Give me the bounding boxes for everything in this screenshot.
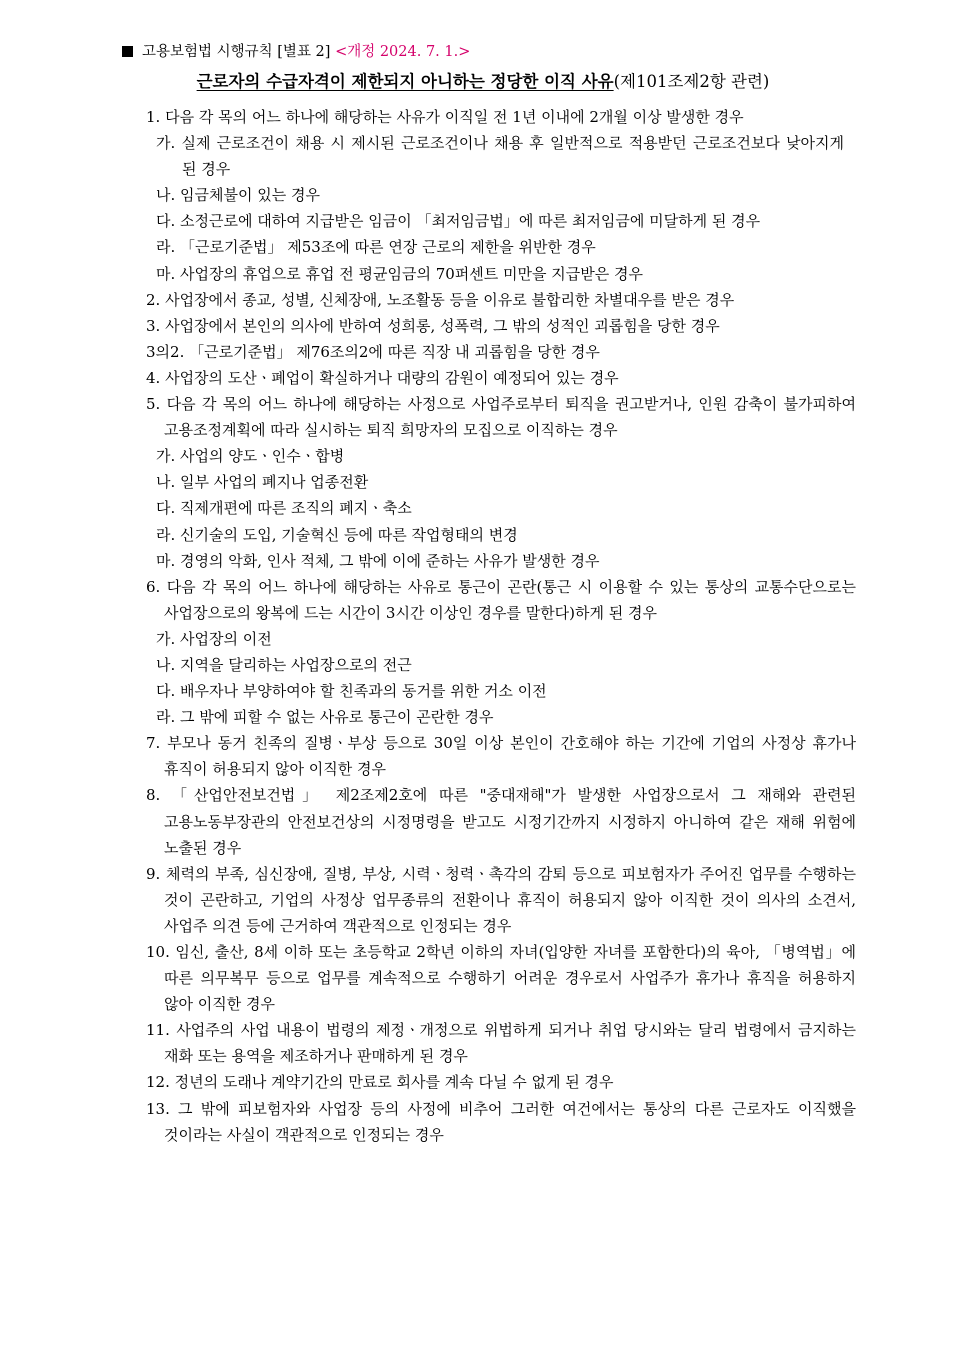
list-subitem: 가. 실제 근로조건이 채용 시 제시된 근로조건이나 채용 후 일반적으로 적용받던 근로조건보다 낮아지게 된 경우 (156, 134, 844, 179)
list-subitem: 가. 사업의 양도ㆍ인수ㆍ합병 (156, 447, 345, 466)
list-item: 3. 사업장에서 본인의 의사에 반하여 성희롱, 성폭력, 그 밖의 성적인 괴롭힘을 당한 경우 (146, 316, 720, 335)
list-item: 13. 그 밖에 피보험자와 사업장 등의 사정에 비추어 그러한 여건에서는 통상의 다른 근로자도 이직했을 것이라는 사실이 객관적으로 인정되는 경우 (146, 1099, 856, 1144)
black-square-icon (122, 46, 133, 57)
title-reference: (제101조제2항 관련) (613, 72, 770, 91)
list-subitem: 다. 소정근로에 대하여 지급받은 임금이 「최저임금법」에 따른 최저임금에 미달하게 된 경우 (156, 212, 761, 231)
list-subitem: 라. 그 밖에 피할 수 없는 사유로 통근이 곤란한 경우 (156, 708, 494, 727)
title-main: 근로자의 수급자격이 제한되지 아니하는 정당한 이직 사유 (196, 72, 614, 91)
list-item: 9. 체력의 부족, 심신장애, 질병, 부상, 시력ㆍ청력ㆍ촉각의 감퇴 등으로 피보험자가 주어진 업무를 수행하는 것이 곤란하고, 기업의 사정상 업무종류의 전환이나 휴직이 허용되지 않아 이직한 것이 의사의 소견서, 사업주 의견 등에 근거하여 객관적으로 인정되는 경우 (146, 864, 856, 935)
list-subitem: 다. 배우자나 부양하여야 할 친족과의 동거를 위한 거소 이전 (156, 682, 547, 701)
list-item: 12. 정년의 도래나 계약기간의 만료로 회사를 계속 다닐 수 없게 된 경우 (146, 1073, 614, 1092)
list-item: 11. 사업주의 사업 내용이 법령의 제정ㆍ개정으로 위법하게 되거나 취업 당시와는 달리 법령에서 금지하는 재화 또는 용역을 제조하거나 판매하게 된 경우 (146, 1021, 856, 1066)
list-subitem: 가. 사업장의 이전 (156, 629, 272, 648)
list-subitem: 나. 일부 사업의 폐지나 업종전환 (156, 473, 369, 492)
list-item: 3의2. 「근로기준법」 제76조의2에 따른 직장 내 괴롭힘을 당한 경우 (146, 342, 600, 361)
law-reference: 고용보험법 시행규칙 [별표 2] (142, 44, 331, 60)
list-subitem: 나. 지역을 달리하는 사업장으로의 전근 (156, 655, 412, 674)
list-item: 7. 부모나 동거 친족의 질병ㆍ부상 등으로 30일 이상 본인이 간호해야 하는 기간에 기업의 사정상 휴가나 휴직이 허용되지 않아 이직한 경우 (146, 734, 856, 779)
list-item: 8. 「산업안전보건법」 제2조제2호에 따른 "중대재해"가 발생한 사업장으로서 그 재해와 관련된 고용노동부장관의 안전보건상의 시정명령을 받고도 시정기간까지 시정하지 아니하여 같은 재해 위험에 노출된 경우 (146, 786, 856, 857)
list-subitem: 마. 경영의 악화, 인사 적체, 그 밖에 이에 준하는 사유가 발생한 경우 (156, 551, 600, 570)
list-subitem: 마. 사업장의 휴업으로 휴업 전 평균임금의 70퍼센트 미만을 지급받은 경우 (156, 264, 643, 283)
list-item: 10. 임신, 출산, 8세 이하 또는 초등학교 2학년 이하의 자녀(입양한 자녀를 포함한다)의 육아, 「병역법」에 따른 의무복무 등으로 업무를 계속적으로 수행하기 어려운 경우로서 사업주가 휴가나 휴직을 허용하지 않아 이직한 경우 (146, 943, 856, 1014)
list-item: 2. 사업장에서 종교, 성별, 신체장애, 노조활동 등을 이유로 불합리한 차별대우를 받은 경우 (146, 290, 735, 309)
list-subitem: 나. 임금체불이 있는 경우 (156, 186, 320, 205)
list-subitem: 라. 「근로기준법」 제53조에 따른 연장 근로의 제한을 위반한 경우 (156, 238, 596, 257)
document-header (122, 42, 470, 62)
reason-list (0, 104, 966, 1148)
list-subitem: 다. 직제개편에 따른 조직의 폐지ㆍ축소 (156, 499, 412, 518)
document-title (0, 71, 966, 93)
list-item: 4. 사업장의 도산ㆍ폐업이 확실하거나 대량의 감원이 예정되어 있는 경우 (146, 368, 619, 387)
revision-date: <개정 2024. 7. 1.> (335, 44, 471, 60)
list-item: 1. 다음 각 목의 어느 하나에 해당하는 사유가 이직일 전 1년 이내에 2개월 이상 발생한 경우 (146, 108, 744, 126)
list-item: 5. 다음 각 목의 어느 하나에 해당하는 사정으로 사업주로부터 퇴직을 권고받거나, 인원 감축이 불가피하여 고용조정계획에 따라 실시하는 퇴직 희망자의 모집으로 이직하는 경우 (146, 395, 856, 440)
list-item: 6. 다음 각 목의 어느 하나에 해당하는 사유로 통근이 곤란(통근 시 이용할 수 있는 통상의 교통수단으로는 사업장으로의 왕복에 드는 시간이 3시간 이상인 경우를 말한다)하게 된 경우 (146, 577, 856, 622)
list-subitem: 라. 신기술의 도입, 기술혁신 등에 따른 작업형태의 변경 (156, 525, 518, 544)
